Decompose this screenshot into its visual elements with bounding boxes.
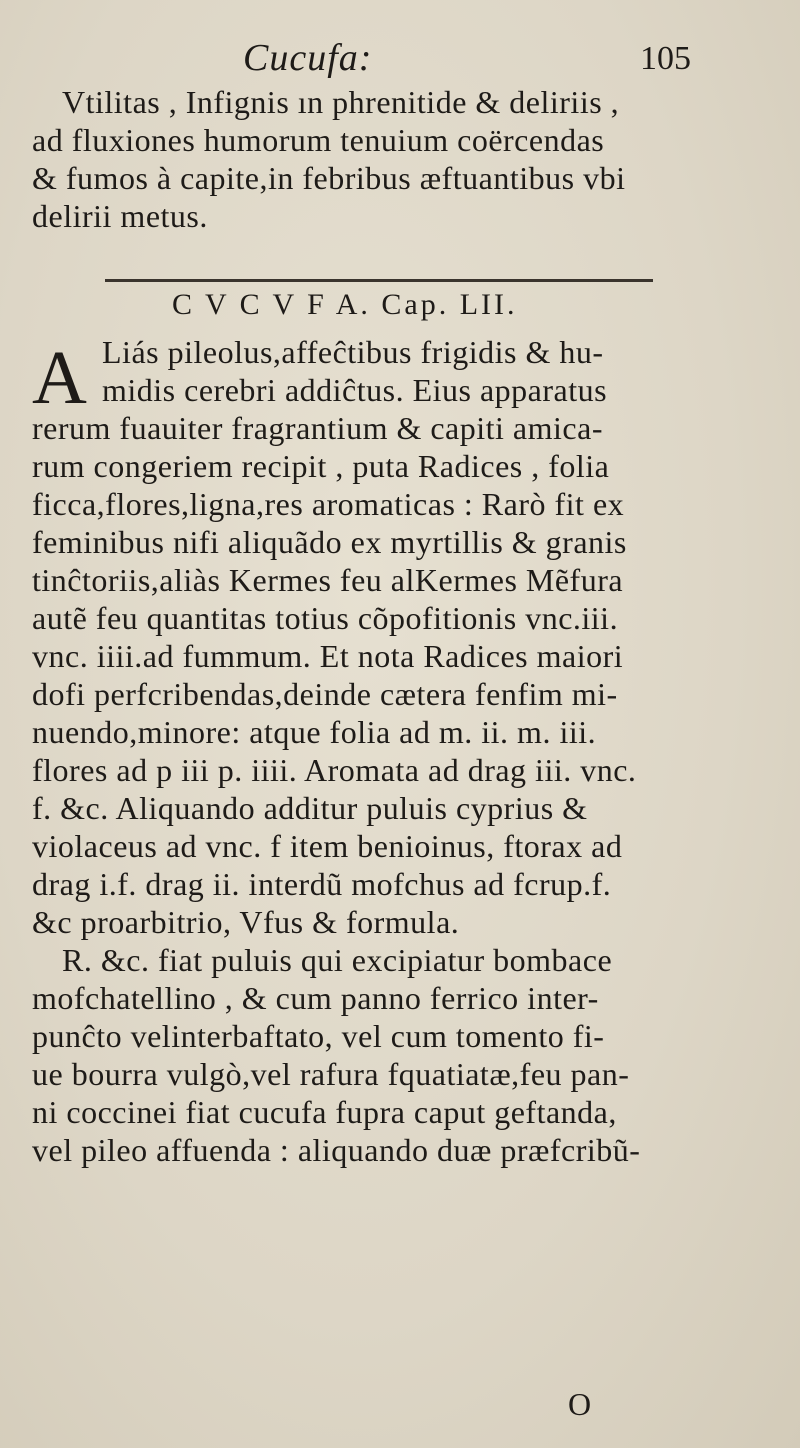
text-line: flores ad p iii p. iiii. Aromata ad drag iii. vnc. — [32, 752, 637, 788]
text-line: vel pileo affuenda : aliquando duæ præfcribũ- — [32, 1132, 641, 1168]
text-line: ue bourra vulgò,vel rafura fquatiatæ,feu pan- — [32, 1056, 630, 1092]
text-line: punĉto velinterbaftato, vel cum tomento fi- — [32, 1018, 605, 1054]
divider-rule — [105, 279, 653, 282]
catchword: O — [568, 1386, 592, 1422]
text-line: &c proarbitrio, Vfus & formula. — [32, 904, 460, 940]
page-number: 105 — [640, 40, 691, 77]
text-line: f. &c. Aliquando additur puluis cyprius & — [32, 790, 588, 826]
text-line: ficca,flores,ligna,res aromaticas : Rarò fit ex — [32, 486, 625, 522]
text-line: dofi perfcribendas,deinde cætera fenfim mi- — [32, 676, 618, 712]
text-line: R. &c. fiat puluis qui excipiatur bombace — [62, 942, 613, 978]
text-line: feminibus nifi aliquãdo ex myrtillis & granis — [32, 524, 627, 560]
text-line: Liás pileolus,affeĉtibus frigidis & hu- — [102, 334, 604, 370]
drop-cap: A — [32, 336, 87, 420]
text-line: midis cerebri addiĉtus. Eius apparatus — [102, 372, 608, 408]
text-line: rerum fuauiter fragrantium & capiti amica- — [32, 410, 603, 446]
text-line: rum congeriem recipit , puta Radices , folia — [32, 448, 610, 484]
text-line: mofchatellino , & cum panno ferrico inter- — [32, 980, 599, 1016]
text-line: ni coccinei fiat cucufa fupra caput geftanda, — [32, 1094, 617, 1130]
text-line: tinĉtoriis,aliàs Kermes feu alKermes Mẽfura — [32, 562, 624, 598]
text-line: delirii metus. — [32, 198, 208, 234]
text-line: Vtilitas , Infignis ın phrenitide & deliriis , — [62, 84, 620, 120]
text-line: ad fluxiones humorum tenuium coërcendas — [32, 122, 605, 158]
text-line: nuendo,minore: atque folia ad m. ii. m. iii. — [32, 714, 597, 750]
text-line: autẽ feu quantitas totius cõpofitionis vnc.iii. — [32, 600, 619, 636]
text-line: drag i.f. drag ii. interdũ mofchus ad fcrup.f. — [32, 866, 612, 902]
text-line: vnc. iiii.ad fummum. Et nota Radices maiori — [32, 638, 624, 674]
text-line: & fumos à capite,in febribus æftuantibus vbi — [32, 160, 626, 196]
page-header — [0, 30, 800, 82]
running-head: Cucufa: — [243, 37, 373, 79]
chapter-title: C V C V F A. Cap. LII. — [172, 288, 518, 321]
text-line: violaceus ad vnc. f item benioinus, ftorax ad — [32, 828, 623, 864]
